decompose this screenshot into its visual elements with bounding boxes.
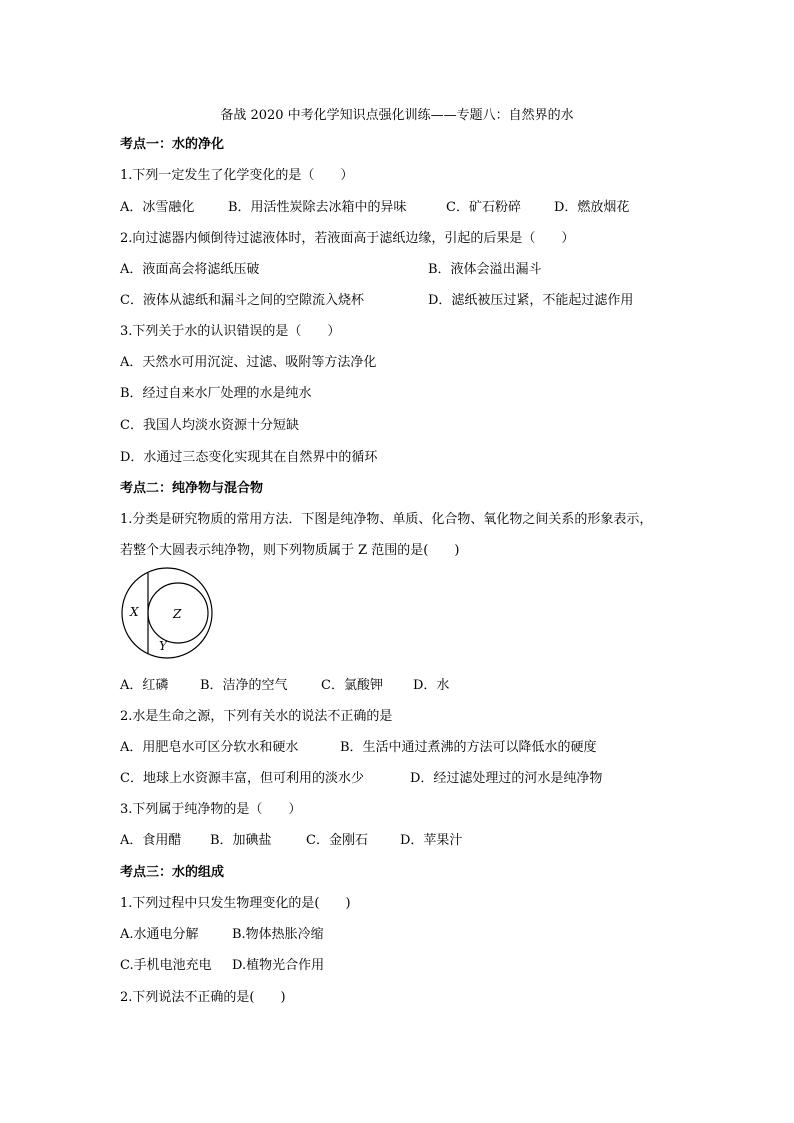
option-b: B.物体热胀冷缩 bbox=[232, 927, 324, 942]
option-a: A.水通电分解 bbox=[120, 927, 199, 942]
question-2-3-options bbox=[120, 833, 462, 849]
question-3-1-options-row2 bbox=[120, 958, 324, 974]
option-c: C．液体从滤纸和漏斗之间的空隙流入烧杯 bbox=[120, 293, 364, 308]
label-y: Y bbox=[159, 639, 167, 653]
document-title: 备战 2020 中考化学知识点强化训练——专题八：自然界的水 bbox=[220, 108, 574, 123]
option-a: A．用肥皂水可区分软水和硬水 bbox=[120, 740, 299, 755]
option-d: D．苹果汁 bbox=[400, 833, 463, 848]
question-1-2-options-row1 bbox=[120, 262, 542, 278]
question-2-2-options-row1 bbox=[120, 740, 597, 756]
section-heading-water-composition: 考点三：水的组成 bbox=[120, 865, 225, 880]
option-b: B．经过自来水厂处理的水是纯水 bbox=[120, 386, 312, 401]
question-2-1-stem-line1: 1.分类是研究物质的常用方法．下图是纯净物、单质、化合物、氧化物之间关系的形象表示， bbox=[120, 512, 653, 527]
option-d: D．滤纸被压过紧，不能起过滤作用 bbox=[428, 293, 634, 308]
question-2-1-stem-line2: 若整个大圆表示纯净物，则下列物质属于 Z 范围的是( ) bbox=[120, 543, 460, 558]
option-b: B．加碘盐 bbox=[210, 833, 272, 848]
question-1-2-stem: 2.向过滤器内倾倒待过滤液体时，若液面高于滤纸边缘，引起的后果是（ ） bbox=[120, 231, 575, 246]
option-a: A．液面高会将滤纸压破 bbox=[120, 262, 260, 277]
question-3-1-stem: 1.下列过程中只发生物理变化的是( ) bbox=[120, 896, 351, 911]
question-1-1-stem: 1.下列一定发生了化学变化的是（ ） bbox=[120, 168, 354, 183]
option-a: A．食用醋 bbox=[120, 833, 182, 848]
question-3-2-stem: 2.下列说法不正确的是( ) bbox=[120, 990, 286, 1005]
option-a: A．红磷 bbox=[120, 678, 169, 693]
classification-circle-diagram bbox=[119, 567, 215, 659]
option-c: C．地球上水资源丰富，但可利用的淡水少 bbox=[120, 771, 364, 786]
option-d: D．燃放烟花 bbox=[554, 200, 630, 215]
question-2-1-options bbox=[120, 678, 449, 694]
option-c: C．氯酸钾 bbox=[321, 678, 383, 693]
question-1-3-stem: 3.下列关于水的认识错误的是（ ） bbox=[120, 324, 341, 339]
option-b: B．生活中通过煮沸的方法可以降低水的硬度 bbox=[340, 740, 597, 755]
option-b: B．用活性炭除去冰箱中的异味 bbox=[228, 200, 407, 215]
option-a: A．天然水可用沉淀、过滤、吸附等方法净化 bbox=[120, 355, 377, 370]
section-heading-water-purification: 考点一：水的净化 bbox=[120, 137, 225, 152]
option-b: B．液体会溢出漏斗 bbox=[428, 262, 542, 277]
option-c: C.手机电池充电 bbox=[120, 958, 212, 973]
option-d: D．经过滤处理过的河水是纯净物 bbox=[410, 771, 603, 786]
option-d: D．水 bbox=[413, 678, 450, 693]
option-c: C．金刚石 bbox=[306, 833, 368, 848]
question-1-1-options bbox=[120, 200, 629, 216]
option-a: A．冰雪融化 bbox=[120, 200, 195, 215]
label-z: Z bbox=[173, 607, 182, 621]
label-x: X bbox=[130, 605, 139, 619]
question-3-1-options-row1 bbox=[120, 927, 324, 943]
option-d: D．水通过三态变化实现其在自然界中的循环 bbox=[120, 450, 378, 465]
question-2-2-options-row2 bbox=[120, 771, 602, 787]
section-heading-pure-substances-mixtures: 考点二：纯净物与混合物 bbox=[120, 481, 264, 496]
option-b: B．洁净的空气 bbox=[200, 678, 288, 693]
option-c: C．矿石粉碎 bbox=[446, 200, 521, 215]
question-1-2-options-row2 bbox=[120, 293, 633, 309]
circle-diagram-svg bbox=[119, 567, 215, 659]
question-2-3-stem: 3.下列属于纯净物的是（ ） bbox=[120, 802, 302, 817]
question-2-2-stem: 2.水是生命之源，下列有关水的说法不正确的是 bbox=[120, 709, 393, 724]
option-d: D.植物光合作用 bbox=[232, 958, 325, 973]
option-c: C．我国人均淡水资源十分短缺 bbox=[120, 418, 299, 433]
